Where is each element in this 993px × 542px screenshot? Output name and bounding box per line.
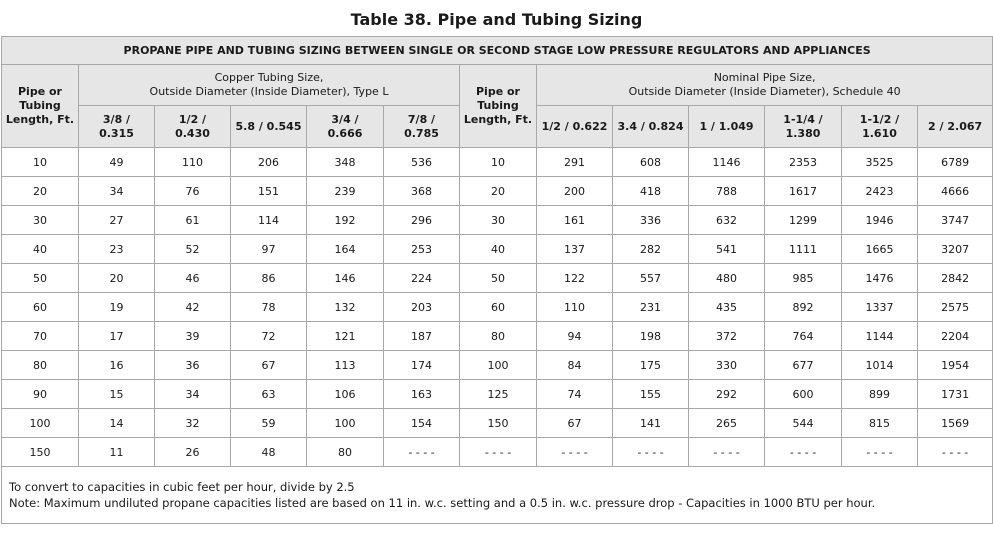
table-title: Table 38. Pipe and Tubing Sizing (350, 10, 643, 29)
capacity-cell: 27 (79, 206, 155, 235)
pipe-length-header (460, 65, 537, 148)
capacity-cell: 203 (384, 293, 460, 322)
table-row (2, 206, 993, 235)
capacity-cell: 985 (765, 264, 842, 293)
pipe-group-line1: Nominal Pipe Size, (713, 71, 816, 84)
table-row (2, 293, 993, 322)
length-header-line: Length, Ft. (5, 113, 75, 126)
capacity-cell: 84 (537, 351, 613, 380)
capacity-cell: 206 (231, 148, 307, 177)
capacity-cell: 348 (307, 148, 384, 177)
table-row (2, 148, 993, 177)
table-row (2, 322, 993, 351)
capacity-cell: 67 (537, 409, 613, 438)
capacity-cell: 1337 (842, 293, 918, 322)
capacity-cell: 600 (765, 380, 842, 409)
pipe-group-line2: Outside Diameter (Inside Diameter), Schedule 40 (628, 85, 901, 98)
capacity-cell: 1954 (918, 351, 993, 380)
pipe-col-header: 3.4 / 0.824 (613, 106, 689, 148)
capacity-cell: 536 (384, 148, 460, 177)
capacity-cell: 2842 (918, 264, 993, 293)
capacity-cell: 368 (384, 177, 460, 206)
copper-col-header (155, 106, 231, 148)
capacity-cell: 110 (537, 293, 613, 322)
capacity-cell: 899 (842, 380, 918, 409)
col-header-line: 0.666 (327, 126, 363, 140)
capacity-cell: - - - - (765, 438, 842, 467)
length-cell: 20 (2, 177, 79, 206)
capacity-cell: 59 (231, 409, 307, 438)
capacity-cell: 74 (537, 380, 613, 409)
capacity-cell: 72 (231, 322, 307, 351)
capacity-cell: 154 (384, 409, 460, 438)
col-header-line: 3/4 / (331, 112, 359, 126)
length-cell: 30 (460, 206, 537, 235)
capacity-cell: 224 (384, 264, 460, 293)
length-cell: 50 (2, 264, 79, 293)
capacity-cell: 26 (155, 438, 231, 467)
pipe-col-header: 1 / 1.049 (689, 106, 765, 148)
length-cell: 60 (2, 293, 79, 322)
capacity-cell: 1617 (765, 177, 842, 206)
length-cell: 10 (460, 148, 537, 177)
table-row (2, 351, 993, 380)
capacity-cell: 76 (155, 177, 231, 206)
capacity-cell: - - - - (613, 438, 689, 467)
pipe-col-header: 1-1/2 / 1.610 (842, 106, 918, 148)
capacity-cell: 36 (155, 351, 231, 380)
table-row (2, 177, 993, 206)
capacity-cell: 330 (689, 351, 765, 380)
capacity-cell: 113 (307, 351, 384, 380)
footnote-row (2, 467, 993, 524)
col-header-line: 5.8 / 0.545 (235, 119, 302, 133)
capacity-cell: 1476 (842, 264, 918, 293)
capacity-cell: 296 (384, 206, 460, 235)
capacity-cell: 1146 (689, 148, 765, 177)
length-header-line: Pipe or (476, 85, 520, 98)
table-row (2, 409, 993, 438)
capacity-cell: 2204 (918, 322, 993, 351)
copper-col-header (79, 106, 155, 148)
table-row (2, 380, 993, 409)
col-header-line: 1/2 / (178, 112, 207, 126)
banner-row (2, 37, 993, 65)
capacity-cell: 892 (765, 293, 842, 322)
capacity-cell: 3525 (842, 148, 918, 177)
table-footnotes (2, 467, 993, 524)
length-cell: 60 (460, 293, 537, 322)
length-cell: 70 (2, 322, 79, 351)
capacity-cell: 132 (307, 293, 384, 322)
length-cell: 40 (2, 235, 79, 264)
capacity-cell: 23 (79, 235, 155, 264)
capacity-cell: 15 (79, 380, 155, 409)
col-header-line: 0.315 (99, 126, 134, 140)
capacity-cell: 164 (307, 235, 384, 264)
table-row (2, 264, 993, 293)
length-cell: 80 (460, 322, 537, 351)
capacity-cell: 49 (79, 148, 155, 177)
capacity-cell: 192 (307, 206, 384, 235)
copper-col-header (231, 106, 307, 148)
capacity-cell: 3747 (918, 206, 993, 235)
capacity-cell: 175 (613, 351, 689, 380)
capacity-cell: 2575 (918, 293, 993, 322)
capacity-cell: 1111 (765, 235, 842, 264)
capacity-cell: 480 (689, 264, 765, 293)
capacity-cell: 86 (231, 264, 307, 293)
capacity-cell: 3207 (918, 235, 993, 264)
capacity-cell: - - - - (689, 438, 765, 467)
capacity-cell: 1731 (918, 380, 993, 409)
capacity-cell: 141 (613, 409, 689, 438)
copper-col-header (384, 106, 460, 148)
capacity-cell: 435 (689, 293, 765, 322)
capacity-cell: 63 (231, 380, 307, 409)
capacity-cell: 198 (613, 322, 689, 351)
capacity-cell: 764 (765, 322, 842, 351)
capacity-cell: 94 (537, 322, 613, 351)
length-cell: 20 (460, 177, 537, 206)
length-cell: 30 (2, 206, 79, 235)
capacity-cell: 121 (307, 322, 384, 351)
footnote-note: Note: Maximum undiluted propane capacities listed are based on 11 in. w.c. setting and a 0.5 in. w.c. pressure drop - Capacities in 1000 BTU per hour. (9, 496, 876, 510)
table-body (2, 148, 993, 467)
capacity-cell: 253 (384, 235, 460, 264)
capacity-cell: 52 (155, 235, 231, 264)
capacity-cell: 336 (613, 206, 689, 235)
capacity-cell: 17 (79, 322, 155, 351)
copper-group-line1: Copper Tubing Size, (214, 71, 324, 84)
capacity-cell: - - - - (918, 438, 993, 467)
copper-group-header (79, 65, 460, 106)
length-cell: 125 (460, 380, 537, 409)
length-cell: 150 (2, 438, 79, 467)
capacity-cell: 174 (384, 351, 460, 380)
capacity-cell: 557 (613, 264, 689, 293)
capacity-cell: 541 (689, 235, 765, 264)
capacity-cell: 291 (537, 148, 613, 177)
table-row (2, 235, 993, 264)
capacity-cell: 14 (79, 409, 155, 438)
table-row (2, 438, 993, 467)
col-header-line: 7/8 / (407, 112, 436, 126)
length-cell: 80 (2, 351, 79, 380)
capacity-cell: 39 (155, 322, 231, 351)
capacity-cell: 151 (231, 177, 307, 206)
pipe-col-header: 2 / 2.067 (918, 106, 993, 148)
capacity-cell: 1946 (842, 206, 918, 235)
capacity-cell: 20 (79, 264, 155, 293)
capacity-cell: 1014 (842, 351, 918, 380)
capacity-cell: 42 (155, 293, 231, 322)
capacity-cell: 1299 (765, 206, 842, 235)
capacity-cell: 544 (765, 409, 842, 438)
capacity-cell: 815 (842, 409, 918, 438)
pipe-col-header: 1/2 / 0.622 (537, 106, 613, 148)
capacity-cell: 161 (537, 206, 613, 235)
capacity-cell: 46 (155, 264, 231, 293)
capacity-cell: 1665 (842, 235, 918, 264)
capacity-cell: 100 (307, 409, 384, 438)
length-cell: - - - - (460, 438, 537, 467)
length-cell: 90 (2, 380, 79, 409)
length-cell: 100 (460, 351, 537, 380)
capacity-cell: 114 (231, 206, 307, 235)
capacity-cell: 231 (613, 293, 689, 322)
capacity-cell: 11 (79, 438, 155, 467)
capacity-cell: 265 (689, 409, 765, 438)
length-header-line: Pipe or (18, 85, 62, 98)
capacity-cell: 418 (613, 177, 689, 206)
pipe-group-header (537, 65, 993, 106)
copper-group-line2: Outside Diameter (Inside Diameter), Type L (149, 85, 389, 98)
capacity-cell: 48 (231, 438, 307, 467)
capacity-cell: 2353 (765, 148, 842, 177)
capacity-cell: 2423 (842, 177, 918, 206)
length-header-line: Tubing (477, 99, 519, 112)
capacity-cell: 34 (155, 380, 231, 409)
capacity-cell: 32 (155, 409, 231, 438)
capacity-cell: 163 (384, 380, 460, 409)
col-header-line: 0.430 (175, 126, 210, 140)
capacity-cell: 6789 (918, 148, 993, 177)
group-header-row (2, 65, 993, 106)
capacity-cell: - - - - (384, 438, 460, 467)
capacity-cell: 80 (307, 438, 384, 467)
capacity-cell: 788 (689, 177, 765, 206)
capacity-cell: - - - - (842, 438, 918, 467)
capacity-cell: 1144 (842, 322, 918, 351)
capacity-cell: 122 (537, 264, 613, 293)
copper-col-header (307, 106, 384, 148)
capacity-cell: 67 (231, 351, 307, 380)
capacity-cell: 78 (231, 293, 307, 322)
capacity-cell: 16 (79, 351, 155, 380)
footnote-conversion: To convert to capacities in cubic feet per hour, divide by 2.5 (9, 480, 355, 494)
capacity-cell: 632 (689, 206, 765, 235)
length-cell: 50 (460, 264, 537, 293)
capacity-cell: 137 (537, 235, 613, 264)
capacity-cell: 239 (307, 177, 384, 206)
capacity-cell: 608 (613, 148, 689, 177)
length-cell: 150 (460, 409, 537, 438)
capacity-cell: 282 (613, 235, 689, 264)
length-header-line: Tubing (19, 99, 61, 112)
pipe-tubing-sizing-table (1, 36, 993, 524)
length-cell: 40 (460, 235, 537, 264)
capacity-cell: 4666 (918, 177, 993, 206)
capacity-cell: 106 (307, 380, 384, 409)
capacity-cell: 146 (307, 264, 384, 293)
copper-length-header (2, 65, 79, 148)
capacity-cell: 372 (689, 322, 765, 351)
col-header-line: 0.785 (404, 126, 439, 140)
pipe-col-header: 1-1/4 / 1.380 (765, 106, 842, 148)
capacity-cell: 1569 (918, 409, 993, 438)
capacity-cell: 292 (689, 380, 765, 409)
capacity-cell: 19 (79, 293, 155, 322)
capacity-cell: 110 (155, 148, 231, 177)
length-cell: 10 (2, 148, 79, 177)
capacity-cell: 61 (155, 206, 231, 235)
length-header-line: Length, Ft. (463, 113, 533, 126)
capacity-cell: - - - - (537, 438, 613, 467)
length-cell: 100 (2, 409, 79, 438)
capacity-cell: 155 (613, 380, 689, 409)
table-banner: PROPANE PIPE AND TUBING SIZING BETWEEN SINGLE OR SECOND STAGE LOW PRESSURE REGULATORS AND APPLIANCES (2, 37, 993, 65)
capacity-cell: 677 (765, 351, 842, 380)
capacity-cell: 34 (79, 177, 155, 206)
capacity-cell: 97 (231, 235, 307, 264)
col-header-line: 3/8 / (102, 112, 131, 126)
capacity-cell: 187 (384, 322, 460, 351)
capacity-cell: 200 (537, 177, 613, 206)
